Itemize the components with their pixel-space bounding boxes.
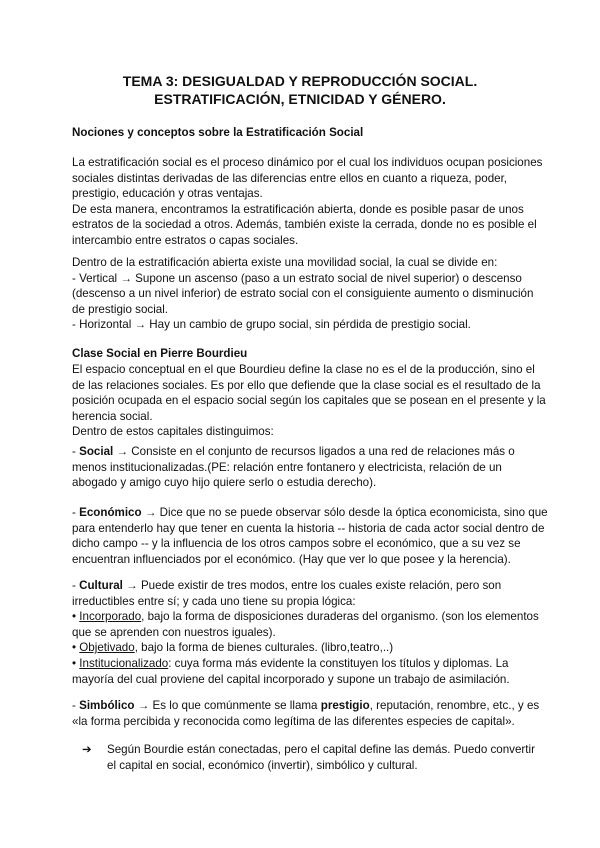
paragraph-line: Dentro de estos capitales distinguimos: bbox=[72, 425, 274, 439]
social-mobility-paragraph bbox=[72, 255, 532, 333]
title-line-2: ESTRATIFICACIÓN, ETNICIDAD Y GÉNERO. bbox=[154, 91, 446, 107]
paragraph-line: encuentran influenciados por el económico. (Hay que ver lo que posee y la herencia). bbox=[72, 552, 511, 566]
bullet-institucionalizado: • Institucionalizado: cuya forma más evidente la constituyen los títulos y diplomas. La bbox=[72, 656, 509, 670]
paragraph-line: prestigio, educación y otras ventajas. bbox=[72, 187, 263, 201]
bullet-incorporado: • Incorporado, bajo la forma de disposiciones duraderas del organismo. (son los elementos bbox=[72, 610, 539, 624]
paragraph-line: posición ocupada en el espacio social según los capitales que se posean en el presente y la bbox=[72, 394, 546, 408]
paragraph-line: irreductibles entre sí; y cada uno tiene su propia lógica: bbox=[72, 594, 356, 608]
title-line-1: TEMA 3: DESIGUALDAD Y REPRODUCCIÓN SOCIAL. bbox=[122, 73, 478, 89]
paragraph-line: Dentro de la estratificación abierta existe una movilidad social, la cual se divide en: bbox=[72, 256, 498, 269]
section-heading-stratification: Nociones y conceptos sobre la Estratificación Social bbox=[72, 126, 364, 139]
arrow-note bbox=[82, 742, 537, 773]
paragraph-line: Según Bourdie están conectadas, pero el capital define las demás. Puedo convertir bbox=[107, 743, 535, 756]
capital-term: Cultural bbox=[79, 579, 123, 592]
capital-social-item: - Social → Consiste en el conjunto de recursos ligados a una red de relaciones más o menos institucionalizadas.(PE: relación entre fontanero y electricista, relación de un abogado y amigo cuyo hijo quiere serlo o estudia derecho). bbox=[72, 444, 532, 491]
paragraph-line: (descenso a un nivel inferior) de estrato social con el consiguiente aumento o disminución bbox=[72, 287, 534, 301]
paragraph-line: herencia social. bbox=[72, 409, 153, 423]
capital-cultural-item: - Cultural → Puede existir de tres modos, entre los cuales existe relación, pero son irreductibles entre sí; y cada uno tiene su propia lógica: • Incorporado, bajo la forma de disposiciones duraderas del organismo. (son los elementos que se aprenden con nuestros iguales). • Objetivado, bajo la forma de bienes culturales. (libro,teatro,..) • Institucionalizado: cuya forma más evidente la constituyen los títulos y diplomas. La mayoría del cual proviene del capital incorporado y supone un trabajo de asimilación. bbox=[72, 579, 539, 686]
capital-economico-item: - Económico → Dice que no se puede observar sólo desde la óptica economicista, sino que para entenderlo hay que tener en cuenta la historia -- historia de cada actor social dentro de dicho campo -- y la influencia de los otros campos sobre el económico, que a su vez se encuentran influenciados por el económico. (Hay que ver lo que posee y la herencia). bbox=[72, 506, 548, 566]
paragraph-line: «la forma percibida y reconocida como legítima de las diferentes especies de capital». bbox=[72, 714, 515, 728]
capital-term: Simbólico bbox=[79, 699, 135, 712]
bourdieu-intro-paragraph bbox=[72, 362, 546, 440]
paragraph-line: abogado y amigo cuyo hijo quiere serlo o estudia derecho). bbox=[72, 476, 377, 490]
stratification-definition-paragraph bbox=[72, 155, 543, 249]
paragraph-line: La estratificación social es el proceso dinámico por el cual los individuos ocupan posiciones bbox=[72, 156, 543, 169]
paragraph-line: que se aprenden con nuestros iguales). bbox=[72, 625, 276, 639]
paragraph-line: de las relaciones sociales. Es por ello que defiende que la clase social es el resultado de la bbox=[72, 378, 541, 392]
paragraph-line: mayoría del cual proviene del capital incorporado y supone un trabajo de asimilación. bbox=[72, 672, 510, 686]
document-title bbox=[0, 72, 600, 108]
section-heading-bourdieu: Clase Social en Pierre Bourdieu bbox=[72, 347, 248, 360]
paragraph-line: para entenderlo hay que tener en cuenta la historia -- historia de cada actor social dentro de bbox=[72, 521, 545, 535]
paragraph-line: sociales distintas derivadas de las diferencias entre ellos en cuanto a riqueza, poder, bbox=[72, 171, 508, 185]
paragraph-line: el capital en social, económico (invertir), simbólico y cultural. bbox=[107, 758, 418, 772]
paragraph-line: intercambio entre estratos o capas sociales. bbox=[72, 233, 299, 247]
list-item-vertical: - Vertical → Supone un ascenso (paso a un estrato social de nivel superior) o descenso bbox=[72, 271, 522, 285]
paragraph-line: de prestigio social. bbox=[72, 302, 169, 316]
capital-simbolico-item: - Simbólico → Es lo que comúnmente se llama prestigio, reputación, renombre, etc., y es «la forma percibida y reconocida como legítima de las diferentes especies de capital». bbox=[72, 699, 540, 728]
paragraph-line: dicho campo -- y la influencia de los otros campos sobre el económico, que a su vez se bbox=[72, 537, 521, 551]
list-item-horizontal: - Horizontal → Hay un cambio de grupo social, sin pérdida de prestigio social. bbox=[72, 318, 471, 332]
paragraph-line: El espacio conceptual en el que Bourdieu define la clase no es el de la producción, sino el bbox=[72, 363, 535, 376]
bullet-objetivado: • Objetivado, bajo la forma de bienes culturales. (libro,teatro,..) bbox=[72, 641, 394, 655]
paragraph-line: De esta manera, encontramos la estratificación abierta, donde es posible pasar de unos bbox=[72, 202, 524, 216]
capital-term: Económico bbox=[79, 506, 142, 519]
paragraph-line: menos institucionalizadas.(PE: relación entre fontanero y electricista, relación de un bbox=[72, 460, 502, 474]
capital-term: Social bbox=[79, 445, 114, 458]
paragraph-line: estratos de la sociedad a otros. Además, también existe la cerrada, donde no es posible el bbox=[72, 218, 537, 232]
arrow-bullet-icon: ➔ bbox=[82, 743, 92, 756]
